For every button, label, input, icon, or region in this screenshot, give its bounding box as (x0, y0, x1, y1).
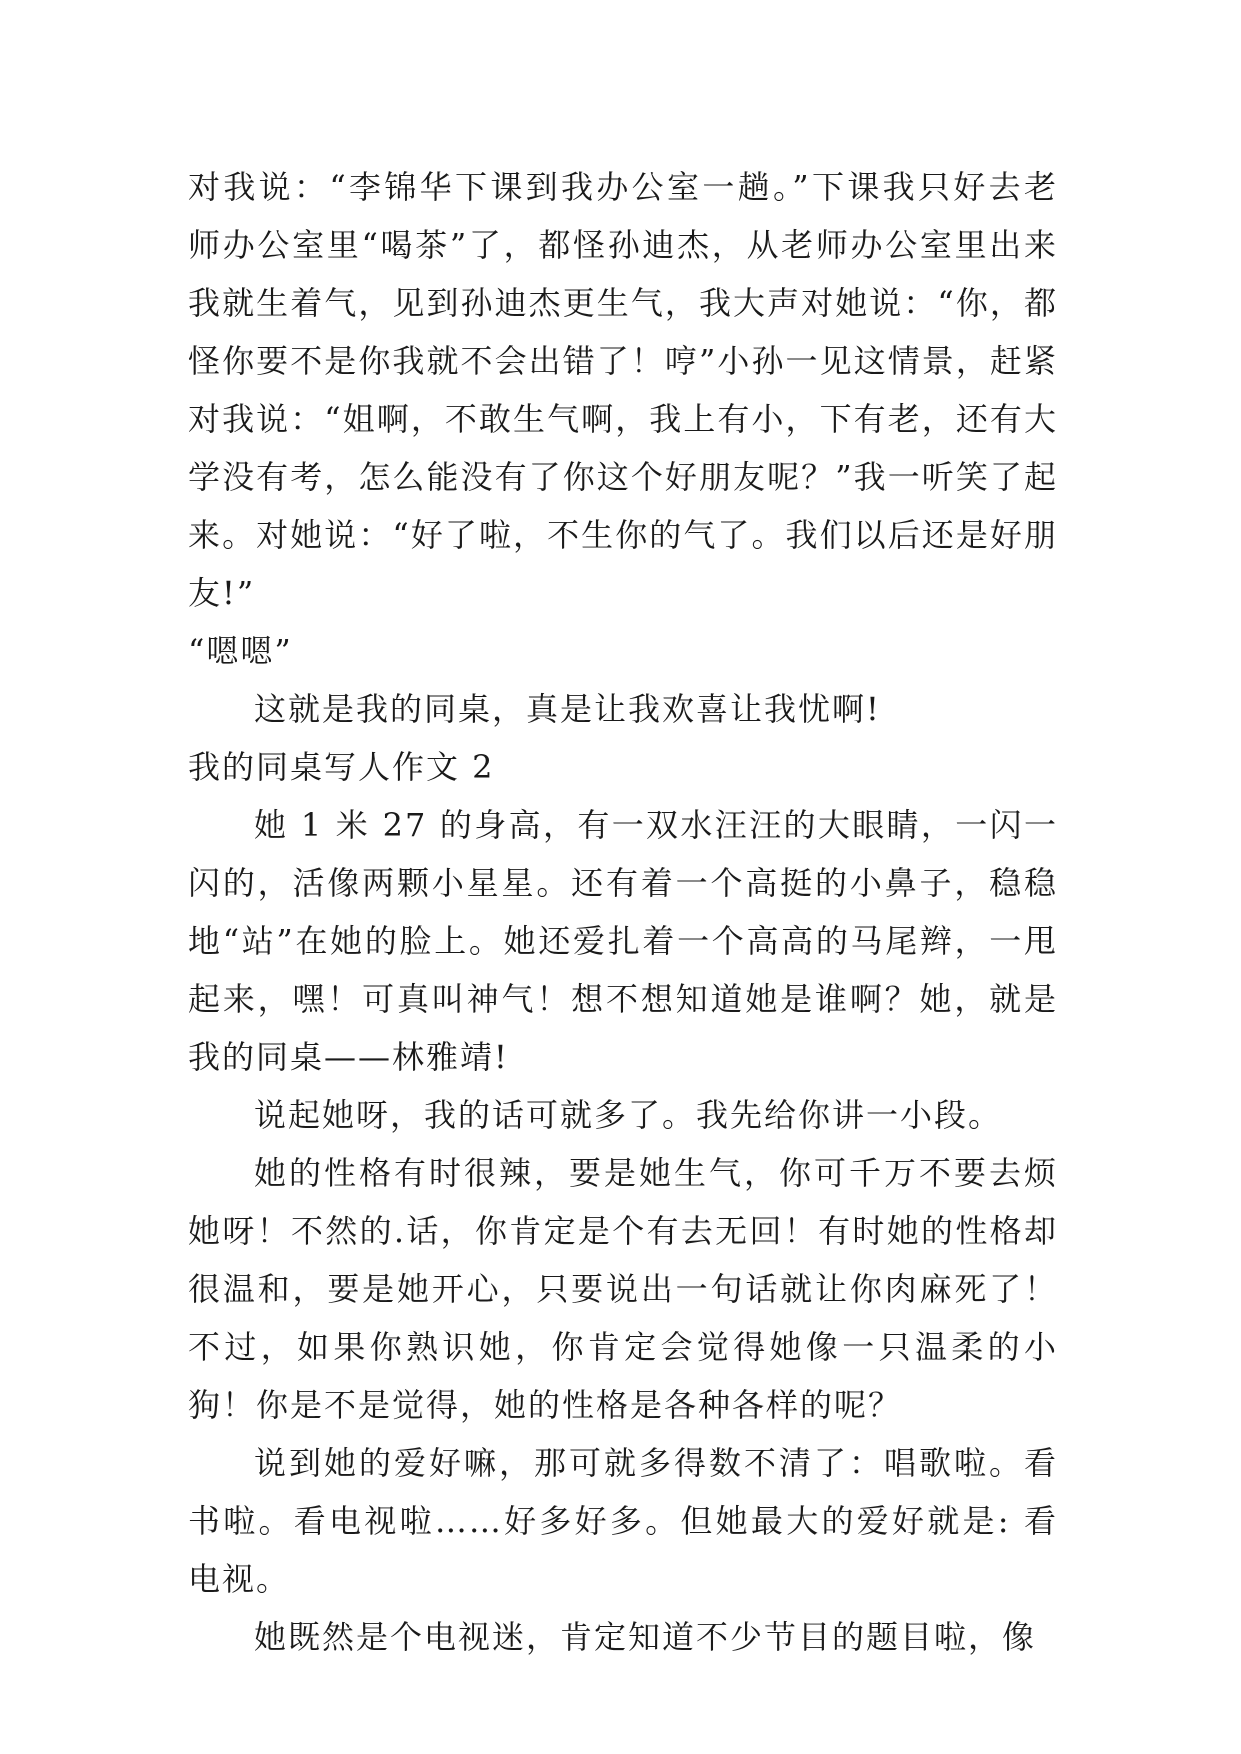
paragraph: 她既然是个电视迷，肯定知道不少节目的题目啦，像 (254, 1618, 1037, 1656)
paragraph: 她 1 米 27 的身高，有一双水汪汪的大眼睛，一闪一闪的，活像两颗小星星。还有着一个高挺的小鼻子，稳稳地“站”在她的脸上。她还爱扎着一个高高的马尾辫，一甩起来，嘿！可真叫神气！想不想知道她是谁啊？她，就是我的同桌——林雅靖! (188, 806, 1058, 1076)
paragraph: 对我说：“李锦华下课到我办公室一趟。”下课我只好去老师办公室里“喝茶”了，都怪孙迪杰，从老师办公室里出来我就生着气，见到孙迪杰更生气，我大声对她说：“你，都怪你要不是你我就不会出错了！哼”小孙一见这情景，赶紧对我说：“姐啊，不敢生气啊，我上有小，下有老，还有大学没有考，怎么能没有了你这个好朋友呢？”我一听笑了起来。对她说：“好了啦，不生你的气了。我们以后还是好朋友!” (188, 168, 1058, 612)
paragraph: 说起她呀，我的话可就多了。我先给你讲一小段。 (254, 1096, 1003, 1134)
paragraph: 她的性格有时很辣，要是她生气，你可千万不要去烦她呀！不然的.话，你肯定是个有去无回！有时她的性格却很温和，要是她开心，只要说出一句话就让你肉麻死了！不过，如果你熟识她，你肯定会觉得她像一只温柔的小狗！你是不是觉得，她的性格是各种各样的呢？ (188, 1154, 1058, 1424)
paragraph: “嗯嗯” (188, 632, 293, 670)
paragraph: 说到她的爱好嘛，那可就多得数不清了：唱歌啦。看书啦。看电视啦……好多好多。但她最大的爱好就是: 看电视。 (188, 1444, 1058, 1598)
paragraph: 这就是我的同桌，真是让我欢喜让我忧啊! (254, 690, 881, 728)
document-body (188, 158, 1058, 1666)
section-heading: 我的同桌写人作文 2 (188, 748, 495, 786)
